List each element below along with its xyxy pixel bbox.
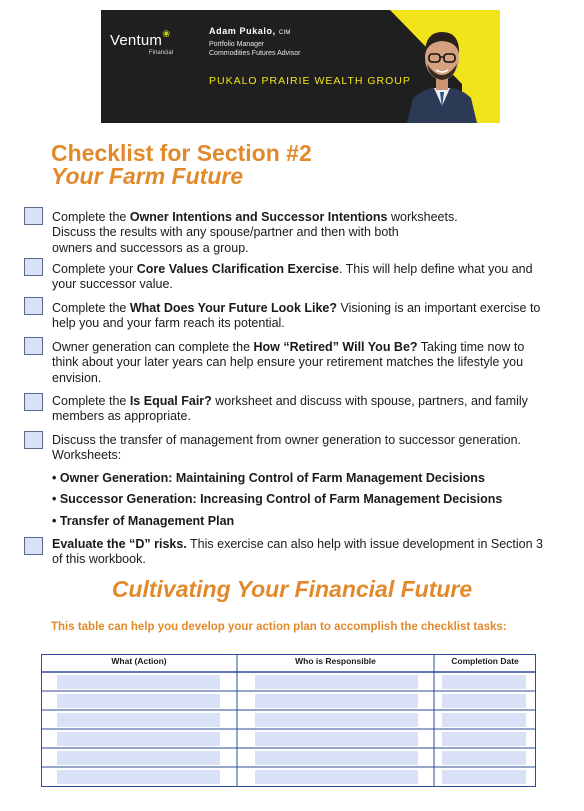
item-text: Discuss the transfer of management from owner generation to successor generation. Worksheets: bbox=[52, 433, 521, 463]
checkbox-core-values[interactable] bbox=[24, 258, 43, 276]
table-field-action[interactable] bbox=[57, 732, 220, 746]
table-intro: This table can help you develop your action plan to accomplish the checklist tasks: bbox=[51, 621, 507, 633]
item-text: Taking time now to think about your later years can help ensure your retirement matches the lifestyle you envision. bbox=[52, 340, 525, 385]
table-field-action[interactable] bbox=[57, 713, 220, 727]
header-banner bbox=[101, 10, 500, 123]
item-text: This exercise can also help with issue development in Section 3 of this workbook. bbox=[52, 537, 543, 567]
item-bold-text: Is Equal Fair? bbox=[129, 394, 212, 408]
item-text: worksheets. bbox=[387, 210, 458, 224]
item-text: Complete the bbox=[52, 210, 130, 224]
checklist-item-core-values bbox=[52, 262, 552, 293]
table-field-responsible[interactable] bbox=[255, 770, 418, 784]
advisor-name-text: Adam Pukalo, bbox=[209, 26, 276, 36]
advisor-credential: CIM bbox=[278, 30, 291, 36]
table-field-date[interactable] bbox=[442, 732, 526, 746]
logo-text: Ventum bbox=[110, 32, 163, 49]
table-field-responsible[interactable] bbox=[255, 732, 418, 746]
column-header-responsible: Who is Responsible bbox=[295, 656, 376, 666]
checkbox-management-transfer[interactable] bbox=[24, 431, 43, 449]
checklist-item-equal-fair bbox=[52, 394, 552, 425]
item-text: Complete the bbox=[52, 301, 130, 315]
advisor-name bbox=[209, 26, 291, 36]
checkbox-equal-fair[interactable] bbox=[24, 393, 43, 411]
advisor-title-1: Portfolio Manager bbox=[209, 41, 265, 48]
checklist-item-retired bbox=[52, 340, 552, 386]
table-field-responsible[interactable] bbox=[255, 675, 418, 689]
checkbox-d-risks[interactable] bbox=[24, 537, 43, 555]
item-text: Visioning is an important exercise to help you and your farm reach its potential. bbox=[52, 301, 541, 331]
checkbox-retired[interactable] bbox=[24, 337, 43, 355]
table-field-date[interactable] bbox=[442, 770, 526, 784]
column-header-action: What (Action) bbox=[111, 656, 167, 666]
item-text: Complete your bbox=[52, 262, 137, 276]
table-field-action[interactable] bbox=[57, 694, 220, 708]
checkbox-owner-intentions[interactable] bbox=[24, 207, 43, 225]
page-title: Checklist for Section #2 bbox=[51, 140, 312, 166]
bullet-owner-generation: • Owner Generation: Maintaining Control of Farm Management Decisions bbox=[52, 471, 485, 485]
item-text: worksheet and discuss with spouse, partners, and family members as appropriate. bbox=[52, 394, 528, 424]
page-subtitle: Your Farm Future bbox=[51, 163, 244, 189]
action-plan-table bbox=[41, 654, 536, 787]
item-bold-text: Evaluate the “D” risks. bbox=[52, 537, 187, 551]
group-name: PUKALO PRAIRIE WEALTH GROUP bbox=[209, 75, 411, 87]
checkbox-future-vision[interactable] bbox=[24, 297, 43, 315]
checklist-item-management-transfer bbox=[52, 433, 552, 464]
item-bold-text: Owner Intentions and Successor Intentions bbox=[129, 210, 388, 224]
item-bold-text: What Does Your Future Look Like? bbox=[129, 301, 338, 315]
item-text: Owner generation can complete the bbox=[52, 340, 254, 354]
table-field-date[interactable] bbox=[442, 751, 526, 765]
checklist-item-d-risks bbox=[52, 537, 552, 568]
item-text: owners and successors as a group. bbox=[52, 240, 249, 255]
checklist-item-owner-intentions bbox=[52, 210, 552, 256]
advisor-title-2: Commodities Futures Advisor bbox=[209, 50, 301, 57]
table-field-date[interactable] bbox=[442, 694, 526, 708]
logo-subtitle: Financial bbox=[149, 50, 174, 56]
advisor-portrait bbox=[407, 16, 477, 123]
table-field-action[interactable] bbox=[57, 751, 220, 765]
table-field-action[interactable] bbox=[57, 770, 220, 784]
item-bold-text: Core Values Clarification Exercise bbox=[136, 262, 339, 276]
bullet-successor-generation: • Successor Generation: Increasing Control of Farm Management Decisions bbox=[52, 492, 503, 506]
table-field-date[interactable] bbox=[442, 713, 526, 727]
item-text: Discuss the results with any spouse/partner and then with both bbox=[52, 225, 399, 240]
table-field-action[interactable] bbox=[57, 675, 220, 689]
table-field-responsible[interactable] bbox=[255, 694, 418, 708]
column-header-completion: Completion Date bbox=[451, 656, 519, 666]
table-field-responsible[interactable] bbox=[255, 713, 418, 727]
leaf-icon: ❀ bbox=[162, 29, 171, 40]
section-heading: Cultivating Your Financial Future bbox=[111, 576, 473, 602]
item-text: Complete the bbox=[52, 394, 130, 408]
bullet-transfer-plan: • Transfer of Management Plan bbox=[52, 514, 235, 528]
ventum-logo bbox=[110, 29, 171, 49]
item-text: . This will help define what you and your successor value. bbox=[52, 262, 533, 292]
table-field-date[interactable] bbox=[442, 675, 526, 689]
checklist-item-future-vision bbox=[52, 301, 552, 332]
table-field-responsible[interactable] bbox=[255, 751, 418, 765]
item-bold-text: How “Retired” Will You Be? bbox=[253, 340, 418, 354]
